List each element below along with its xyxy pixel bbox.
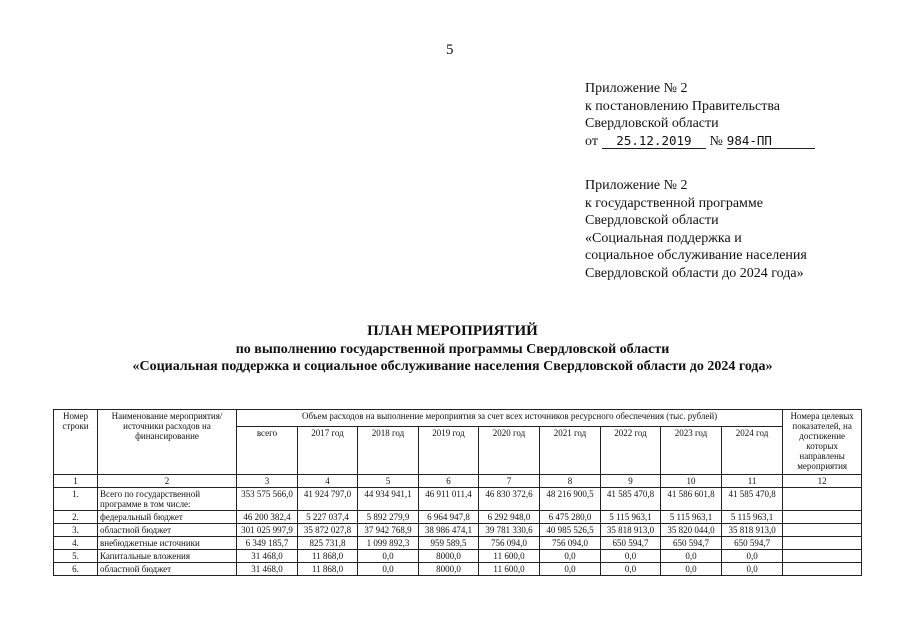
value-cell: 38 986 474,1	[419, 524, 479, 537]
header-year: 2021 год	[540, 427, 601, 475]
value-cell: 5 115 963,1	[722, 511, 783, 524]
plan-table	[53, 409, 862, 576]
column-number: 11	[722, 475, 783, 488]
value-cell: 650 594,7	[601, 537, 661, 550]
header-year: 2020 год	[479, 427, 540, 475]
value-cell: 41 924 797,0	[298, 488, 358, 511]
value-cell: 40 985 526,5	[540, 524, 601, 537]
column-number: 1	[54, 475, 98, 488]
program-name-heading: «Социальная поддержка и социальное обслуживание населения Свердловской области до 2024 года»	[132, 359, 773, 374]
value-cell: 11 600,0	[479, 563, 540, 576]
value-cell: 44 934 941,1	[358, 488, 419, 511]
value-cell: 0,0	[540, 563, 601, 576]
value-cell: 37 942 768,9	[358, 524, 419, 537]
value-cell: 46 830 372,6	[479, 488, 540, 511]
value-cell: 8000,0	[419, 550, 479, 563]
column-number: 10	[661, 475, 722, 488]
table-row	[54, 563, 862, 576]
value-cell: 0,0	[601, 563, 661, 576]
header-name: Наименование мероприятия/источники расходов на финансирование	[98, 410, 237, 475]
column-number: 5	[358, 475, 419, 488]
appendix-resolution-line: к постановлению Правительства	[585, 98, 781, 114]
column-number: 4	[298, 475, 358, 488]
row-name-cell: федеральный бюджет	[98, 511, 237, 524]
appendix-program-line: Свердловской области до 2024 года»	[585, 265, 804, 281]
appendix-resolution-line: Приложение № 2	[585, 81, 688, 96]
document-subtitle: по выполнению государственной программы Свердловской области	[235, 342, 670, 357]
value-cell: 41 585 470,8	[601, 488, 661, 511]
value-cell: 46 911 011,4	[419, 488, 479, 511]
value-cell: 6 964 947,8	[419, 511, 479, 524]
header-year: 2022 год	[601, 427, 661, 475]
date-prefix: от	[585, 133, 598, 149]
row-name-cell: областной бюджет	[98, 563, 237, 576]
value-cell: 0,0	[540, 550, 601, 563]
appendix-program-line: Свердловской области	[585, 213, 719, 228]
column-number: 2	[98, 475, 237, 488]
value-cell: 31 468,0	[237, 563, 298, 576]
value-cell: 11 868,0	[298, 550, 358, 563]
value-cell: 1 099 892,3	[358, 537, 419, 550]
appendix-program-line: к государственной программе	[585, 195, 763, 211]
column-number-row	[54, 475, 862, 488]
value-cell: 5 115 963,1	[601, 511, 661, 524]
value-cell: 756 094,0	[479, 537, 540, 550]
value-cell: 41 585 470,8	[722, 488, 783, 511]
value-cell: 35 820 044,0	[661, 524, 722, 537]
row-number-cell: 3.	[54, 524, 98, 537]
appendix-program-line: «Социальная поддержка и	[585, 230, 742, 246]
value-cell: 48 216 900,5	[540, 488, 601, 511]
row-number-cell: 2.	[54, 511, 98, 524]
table-row	[54, 488, 862, 511]
page-number: 5	[446, 42, 454, 58]
header-volume: Объем расходов на выполнение мероприятия за счет всех источников ресурсного обеспечения (тыс. рублей)	[237, 410, 783, 427]
column-number: 12	[783, 475, 862, 488]
value-cell: 650 594,7	[661, 537, 722, 550]
header-year: 2023 год	[661, 427, 722, 475]
header-total: всего	[237, 427, 298, 475]
value-cell: 41 586 601,8	[661, 488, 722, 511]
header-year: 2019 год	[419, 427, 479, 475]
value-cell: 35 818 913,0	[722, 524, 783, 537]
value-cell: 6 349 185,7	[237, 537, 298, 550]
row-name-cell: Капитальные вложения	[98, 550, 237, 563]
target-cell	[783, 511, 862, 524]
value-cell: 39 781 330,6	[479, 524, 540, 537]
appendix-resolution-date-line	[585, 133, 815, 151]
value-cell: 650 594,7	[722, 537, 783, 550]
column-number: 6	[419, 475, 479, 488]
value-cell: 6 475 280,0	[540, 511, 601, 524]
value-cell: 5 892 279,9	[358, 511, 419, 524]
column-number: 7	[479, 475, 540, 488]
column-number: 8	[540, 475, 601, 488]
value-cell: 353 575 566,0	[237, 488, 298, 511]
value-cell: 0,0	[722, 550, 783, 563]
target-cell	[783, 537, 862, 550]
resolution-number: 984-ПП	[727, 133, 815, 149]
value-cell: 35 872 027,8	[298, 524, 358, 537]
value-cell: 6 292 948,0	[479, 511, 540, 524]
header-year: 2024 год	[722, 427, 783, 475]
value-cell: 0,0	[722, 563, 783, 576]
row-name-cell: Всего по государственной программе в том числе:	[98, 488, 237, 511]
header-row-number: Номер строки	[54, 410, 98, 475]
column-number: 9	[601, 475, 661, 488]
value-cell: 0,0	[358, 563, 419, 576]
row-number-cell: 1.	[54, 488, 98, 511]
row-number-cell: 5.	[54, 550, 98, 563]
appendix-program-line: Приложение № 2	[585, 178, 688, 193]
value-cell: 5 227 037,4	[298, 511, 358, 524]
value-cell: 301 025 997,9	[237, 524, 298, 537]
value-cell: 31 468,0	[237, 550, 298, 563]
value-cell: 0,0	[601, 550, 661, 563]
row-name-cell: внебюджетные источники	[98, 537, 237, 550]
document-title: ПЛАН МЕРОПРИЯТИЙ	[367, 323, 538, 339]
appendix-resolution-block	[585, 80, 815, 150]
table-row	[54, 511, 862, 524]
value-cell: 0,0	[661, 563, 722, 576]
header-year: 2017 год	[298, 427, 358, 475]
table-row	[54, 524, 862, 537]
target-cell	[783, 563, 862, 576]
value-cell: 46 200 382,4	[237, 511, 298, 524]
column-number: 3	[237, 475, 298, 488]
resolution-date: 25.12.2019	[602, 133, 706, 149]
header-year: 2018 год	[358, 427, 419, 475]
row-number-cell: 6.	[54, 563, 98, 576]
number-sign: №	[709, 133, 723, 149]
value-cell: 959 589,5	[419, 537, 479, 550]
appendix-program-block	[585, 177, 807, 282]
target-cell	[783, 550, 862, 563]
value-cell: 8000,0	[419, 563, 479, 576]
value-cell: 756 094,0	[540, 537, 601, 550]
value-cell: 11 868,0	[298, 563, 358, 576]
value-cell: 11 600,0	[479, 550, 540, 563]
table-row	[54, 537, 862, 550]
target-cell	[783, 488, 862, 511]
table-row	[54, 550, 862, 563]
value-cell: 5 115 963,1	[661, 511, 722, 524]
header-targets: Номера целевых показателей, на достижение которых направлены мероприятия	[783, 410, 862, 475]
value-cell: 0,0	[661, 550, 722, 563]
appendix-program-line: социальное обслуживание населения	[585, 248, 807, 263]
value-cell: 35 818 913,0	[601, 524, 661, 537]
appendix-resolution-line: Свердловской области	[585, 116, 719, 131]
value-cell: 0,0	[358, 550, 419, 563]
row-number-cell: 4.	[54, 537, 98, 550]
target-cell	[783, 524, 862, 537]
value-cell: 825 731,8	[298, 537, 358, 550]
row-name-cell: областной бюджет	[98, 524, 237, 537]
